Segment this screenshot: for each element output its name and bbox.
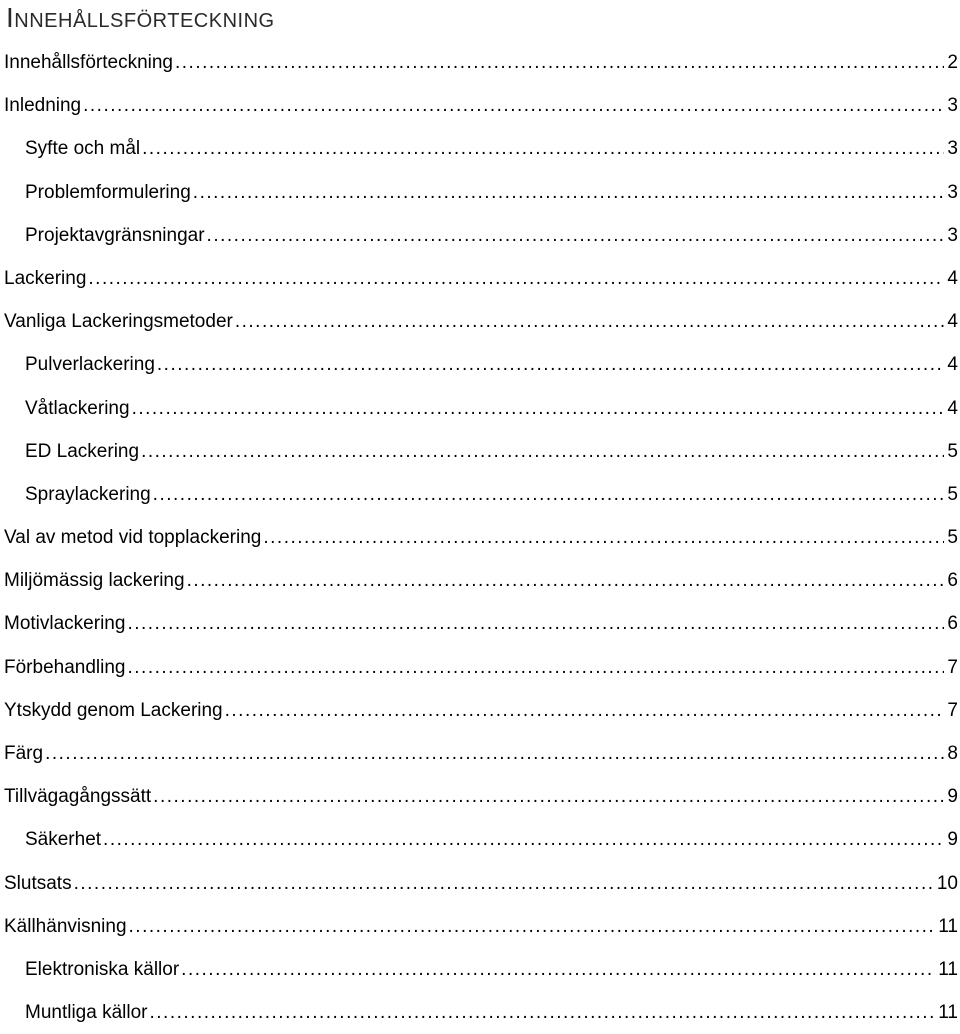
toc-entry-page: 4 bbox=[947, 397, 958, 419]
toc-dot-leader bbox=[193, 171, 945, 214]
toc-dot-leader bbox=[150, 991, 936, 1034]
toc-list bbox=[0, 41, 960, 1034]
toc-entry-page: 5 bbox=[947, 440, 958, 462]
toc-entry-label: Motivlackering bbox=[4, 613, 126, 635]
toc-entry[interactable] bbox=[0, 689, 960, 732]
toc-entry-label: Spraylackering bbox=[25, 483, 151, 505]
toc-dot-leader bbox=[157, 343, 945, 386]
toc-entry-label: Lackering bbox=[4, 267, 87, 289]
toc-dot-leader bbox=[129, 905, 936, 948]
toc-entry[interactable] bbox=[0, 430, 960, 473]
toc-dot-leader bbox=[263, 516, 944, 559]
toc-dot-leader bbox=[175, 41, 944, 84]
toc-entry[interactable] bbox=[0, 732, 960, 775]
toc-dot-leader bbox=[235, 300, 945, 343]
toc-dot-leader bbox=[153, 473, 945, 516]
toc-entry[interactable] bbox=[0, 818, 960, 861]
toc-entry[interactable] bbox=[0, 905, 960, 948]
toc-entry-label: Färg bbox=[4, 743, 44, 764]
toc-dot-leader bbox=[88, 257, 944, 300]
toc-entry[interactable] bbox=[0, 775, 960, 818]
toc-entry-page: 4 bbox=[947, 354, 958, 376]
toc-entry-label: Muntliga källor bbox=[25, 1002, 148, 1024]
toc-entry-page: 4 bbox=[947, 267, 958, 289]
toc-heading: Innehållsförteckning bbox=[6, 2, 275, 33]
toc-entry[interactable] bbox=[0, 171, 960, 214]
toc-dot-leader bbox=[45, 732, 944, 775]
toc-entry-label: Förbehandling bbox=[4, 656, 126, 678]
toc-dot-leader bbox=[103, 818, 944, 861]
toc-entry[interactable] bbox=[0, 127, 960, 170]
toc-dot-leader bbox=[127, 602, 944, 645]
toc-entry[interactable] bbox=[0, 516, 960, 559]
toc-entry-label: Pulverlackering bbox=[25, 354, 155, 376]
toc-entry[interactable] bbox=[0, 948, 960, 991]
toc-entry-page: 11 bbox=[938, 958, 958, 980]
toc-entry-page: 8 bbox=[947, 743, 958, 764]
toc-entry-label: Elektroniska källor bbox=[25, 958, 180, 980]
toc-entry[interactable] bbox=[0, 862, 960, 905]
toc-entry-page: 5 bbox=[947, 527, 958, 549]
toc-entry-page: 3 bbox=[947, 95, 958, 117]
toc-entry-label: Projektavgränsningar bbox=[25, 224, 205, 246]
toc-dot-leader bbox=[141, 430, 944, 473]
toc-entry[interactable] bbox=[0, 387, 960, 430]
toc-entry-label: Val av metod vid topplackering bbox=[4, 527, 262, 549]
toc-entry-page: 3 bbox=[947, 138, 958, 160]
toc-entry[interactable] bbox=[0, 473, 960, 516]
toc-entry-page: 9 bbox=[947, 829, 958, 851]
toc-dot-leader bbox=[132, 387, 945, 430]
toc-entry-label: ED Lackering bbox=[25, 440, 140, 462]
toc-entry-label: Miljömässig lackering bbox=[4, 570, 185, 592]
toc-entry-page: 7 bbox=[947, 699, 958, 721]
toc-entry-label: Problemformulering bbox=[25, 181, 191, 203]
toc-dot-leader bbox=[74, 862, 934, 905]
toc-entry[interactable] bbox=[0, 559, 960, 602]
toc-entry-label: Syfte och mål bbox=[25, 138, 141, 160]
toc-dot-leader bbox=[127, 646, 944, 689]
toc-entry[interactable] bbox=[0, 84, 960, 127]
toc-entry[interactable] bbox=[0, 991, 960, 1034]
toc-entry-page: 6 bbox=[947, 570, 958, 592]
toc-entry-page: 5 bbox=[947, 483, 958, 505]
toc-entry-page: 10 bbox=[936, 872, 958, 894]
toc-entry-label: Våtlackering bbox=[25, 397, 130, 419]
toc-entry-page: 3 bbox=[947, 181, 958, 203]
toc-dot-leader bbox=[207, 214, 945, 257]
toc-entry[interactable] bbox=[0, 41, 960, 84]
toc-entry-page: 6 bbox=[947, 613, 958, 635]
toc-entry-page: 3 bbox=[947, 224, 958, 246]
toc-entry[interactable] bbox=[0, 646, 960, 689]
toc-entry-page: 11 bbox=[938, 915, 958, 937]
toc-entry-label: Vanliga Lackeringsmetoder bbox=[4, 311, 233, 333]
toc-entry-page: 7 bbox=[947, 656, 958, 678]
toc-entry-page: 2 bbox=[947, 52, 958, 73]
toc-entry-label: Tillvägagångssätt bbox=[4, 786, 152, 808]
toc-dot-leader bbox=[153, 775, 944, 818]
toc-dot-leader bbox=[181, 948, 935, 991]
toc-entry[interactable] bbox=[0, 300, 960, 343]
toc-entry-label: Källhänvisning bbox=[4, 915, 127, 937]
toc-entry[interactable] bbox=[0, 343, 960, 386]
toc-entry-label: Innehållsförteckning bbox=[4, 52, 173, 73]
toc-entry[interactable] bbox=[0, 214, 960, 257]
toc-entry[interactable] bbox=[0, 602, 960, 645]
toc-dot-leader bbox=[225, 689, 945, 732]
toc-entry-page: 11 bbox=[938, 1002, 958, 1024]
toc-entry-label: Slutsats bbox=[4, 872, 72, 894]
toc-dot-leader bbox=[187, 559, 945, 602]
toc-entry-label: Inledning bbox=[4, 95, 82, 117]
toc-entry[interactable] bbox=[0, 257, 960, 300]
toc-dot-leader bbox=[83, 84, 944, 127]
toc-entry-page: 9 bbox=[947, 786, 958, 808]
toc-entry-page: 4 bbox=[947, 311, 958, 333]
toc-entry-label: Säkerhet bbox=[25, 829, 102, 851]
toc-entry-label: Ytskydd genom Lackering bbox=[4, 699, 223, 721]
toc-dot-leader bbox=[142, 127, 944, 170]
